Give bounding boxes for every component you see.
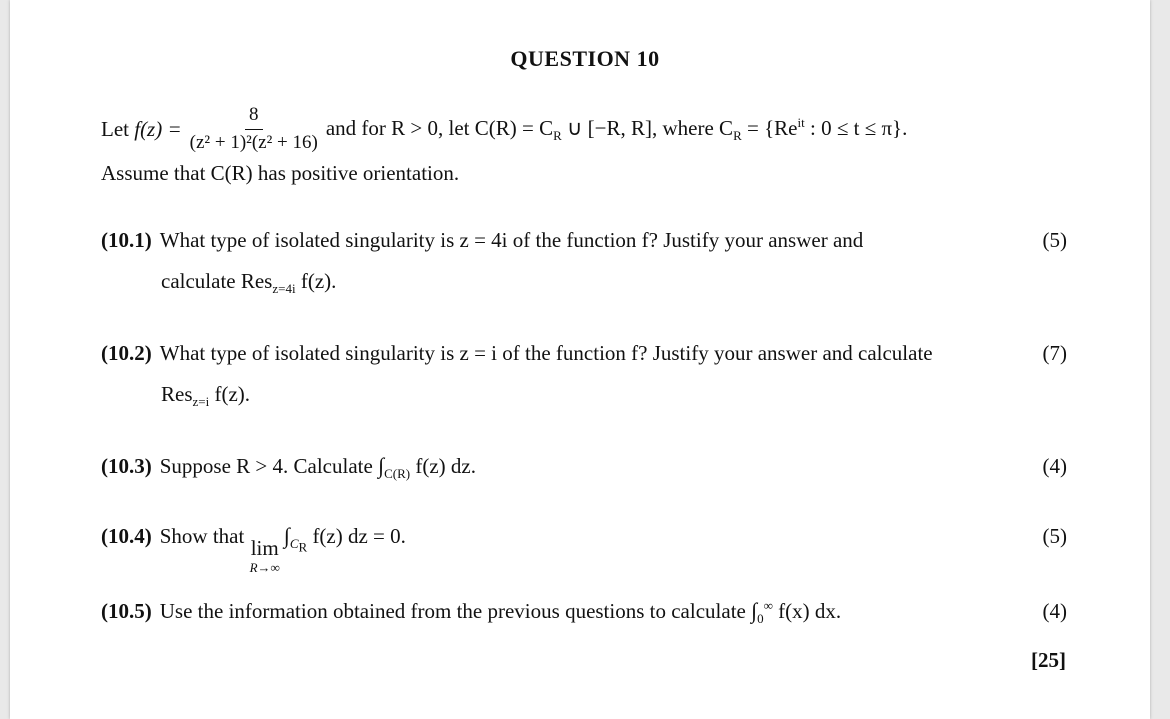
integral-domain: CR bbox=[289, 536, 308, 555]
part-text: What type of isolated singularity is z = i of the function f? Justify your answer and calculate bbox=[159, 341, 933, 365]
integral-sign: ∫ bbox=[378, 453, 385, 478]
part-10-2 bbox=[101, 341, 1067, 410]
intro-let: Let bbox=[101, 116, 129, 141]
limit: lim R→∞ bbox=[249, 536, 280, 575]
integrand: f(x) dx. bbox=[772, 599, 842, 623]
integral-upper: ∞ bbox=[763, 598, 773, 613]
part-10-1 bbox=[101, 228, 1067, 297]
total-marks: [25] bbox=[1031, 648, 1066, 672]
part-label: (10.5) bbox=[101, 599, 152, 623]
part-label: (10.4) bbox=[101, 524, 152, 548]
part-marks: (5) bbox=[1042, 228, 1067, 252]
part-continuation: calculate Res$_{z=4i}$ f(z). bbox=[161, 269, 337, 297]
part-10-3 bbox=[101, 453, 1067, 482]
integrand: f(z) dz = 0. bbox=[307, 524, 406, 548]
part-text: Show that bbox=[159, 524, 245, 548]
integral-domain: C(R) bbox=[384, 466, 411, 482]
part-10-4 bbox=[101, 523, 1067, 574]
integral-sign: ∫ bbox=[751, 598, 758, 623]
question-intro bbox=[101, 104, 1081, 186]
part-marks: (4) bbox=[1042, 599, 1067, 623]
integral-sign: ∫ bbox=[283, 523, 290, 548]
integrand: f(z) dz. bbox=[410, 454, 476, 478]
part-continuation: Res$_{z=i}$ f(z). bbox=[161, 382, 251, 410]
part-marks: (5) bbox=[1042, 524, 1067, 548]
part-marks: (4) bbox=[1042, 454, 1067, 478]
intro-line2: Assume that C(R) has positive orientation. bbox=[101, 160, 460, 185]
part-10-5 bbox=[101, 598, 1067, 627]
part-label: (10.2) bbox=[101, 341, 152, 365]
fraction-denominator: (z² + 1)²(z² + 16) bbox=[189, 131, 318, 153]
fraction bbox=[190, 104, 318, 155]
part-text: What type of isolated singularity is z = 4i of the function f? Justify your answer and bbox=[159, 228, 864, 252]
intro-rest: and for R > 0, let $C(R) = C_R$ ∪ [−R, R], where $C_R = \{Re^{it}$ : 0 ≤ t ≤ π}. bbox=[325, 114, 908, 144]
part-text: Suppose R > 4. Calculate bbox=[159, 454, 373, 478]
part-label: (10.1) bbox=[101, 228, 152, 252]
integral-lower: 0 bbox=[757, 611, 764, 627]
part-marks: (7) bbox=[1042, 341, 1067, 365]
question-title: QUESTION 10 bbox=[510, 46, 660, 71]
fraction-numerator: 8 bbox=[245, 104, 263, 130]
intro-fz: f(z) = bbox=[134, 116, 182, 141]
part-text: Use the information obtained from the previous questions to calculate bbox=[159, 599, 746, 623]
part-label: (10.3) bbox=[101, 454, 152, 478]
